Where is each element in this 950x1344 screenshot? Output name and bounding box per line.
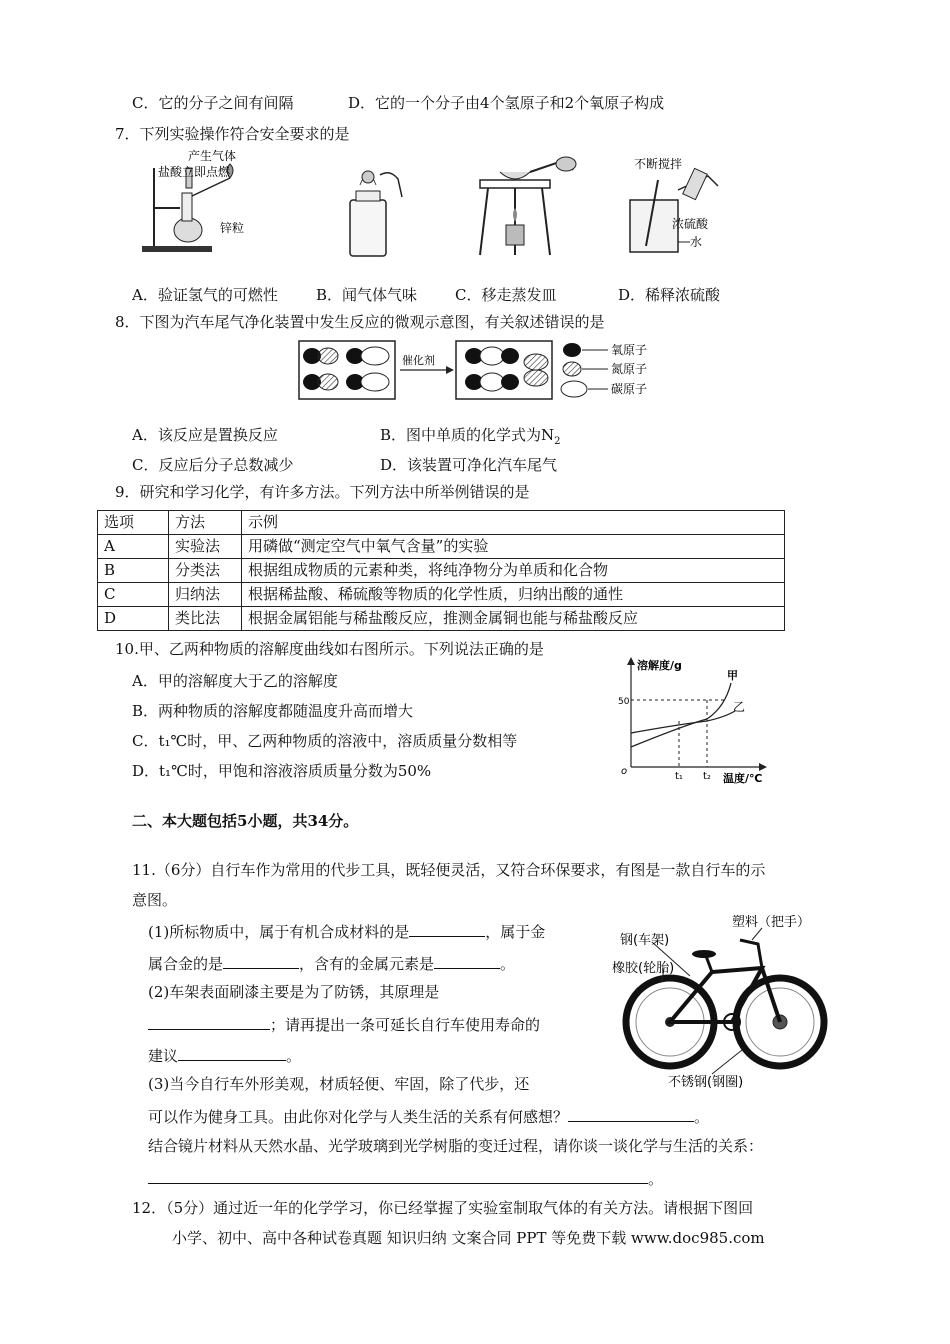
q7-figure-c xyxy=(470,150,580,264)
q12-stem: 12．（5分）通过近一年的化学学习，你已经掌握了实验室制取气体的有关方法。请根据下图回 xyxy=(132,1199,754,1217)
graph-ylabel: 溶解度/g xyxy=(637,659,682,672)
q8-catalyst-label: 催化剂 xyxy=(402,354,435,367)
q6-option-c: C．它的分子之间有间隔 xyxy=(132,94,294,112)
graph-label-jia: 甲 xyxy=(727,669,738,682)
table-cell: 用磷做“测定空气中氧气含量”的实验 xyxy=(242,535,785,559)
q10-option-a: A．甲的溶解度大于乙的溶解度 xyxy=(132,672,338,690)
table-cell: D xyxy=(98,607,169,631)
q8-option-a: A．该反应是置换反应 xyxy=(132,426,278,444)
q7-label-acid: 盐酸立即点燃 xyxy=(158,165,231,179)
table-header: 示例 xyxy=(242,511,785,535)
bike-label-rubber: 橡胶(轮胎) xyxy=(612,961,675,976)
q11-part3-line1: (3)当今自行车外形美观，材质轻便、牢固，除了代步，还 xyxy=(148,1075,530,1093)
table-header: 选项 xyxy=(98,511,169,535)
table-cell: 根据组成物质的元素种类，将纯净物分为单质和化合物 xyxy=(242,559,785,583)
q10-option-d: D．t₁℃时，甲饱和溶液溶质质量分数为50% xyxy=(132,762,432,780)
q7-label-stir: 不断搅拌 xyxy=(634,157,683,171)
table-cell: 实验法 xyxy=(169,535,242,559)
q11-part2-line2: ；请再提出一条可延长自行车使用寿命的 xyxy=(148,1013,540,1035)
graph-tick-t2: t₂ xyxy=(703,771,711,782)
q8-stem: 8．下图为汽车尾气净化装置中发生反应的微观示意图，有关叙述错误的是 xyxy=(115,313,605,331)
q8-reaction-diagram xyxy=(298,338,668,408)
q8-option-b: B．图中单质的化学式为$N_2$ xyxy=(380,426,561,447)
q7-label-conc-acid: 浓硫酸 xyxy=(672,217,709,231)
bike-label-plastic: 塑料（把手） xyxy=(732,915,811,930)
q7-figure-b xyxy=(340,155,410,264)
q7-stem: 7．下列实验操作符合安全要求的是 xyxy=(115,125,350,143)
q10-option-c: C．t₁℃时，甲、乙两种物质的溶液中，溶质质量分数相等 xyxy=(132,732,518,750)
bike-label-steel: 钢(车架) xyxy=(620,933,670,948)
q11-intro-line1: 11.（6分）自行车作为常用的代步工具，既轻便灵活，又符合环保要求，有图是一款自行车的示 xyxy=(132,861,766,879)
q7-option-d: D．稀释浓硫酸 xyxy=(618,286,721,304)
graph-tick-t1: t₁ xyxy=(675,771,683,782)
table-cell: 归纳法 xyxy=(169,583,242,607)
table-row xyxy=(98,535,785,559)
table-row xyxy=(98,511,785,535)
q8-option-c: C．反应后分子总数减少 xyxy=(132,456,294,474)
q10-stem: 10.甲、乙两种物质的溶解度曲线如右图所示。下列说法正确的是 xyxy=(115,640,544,658)
q7-label-zinc: 锌粒 xyxy=(220,221,245,235)
q11-intro-line2: 意图。 xyxy=(132,891,178,909)
graph-label-yi: 乙 xyxy=(733,700,746,714)
q7-label-water: 水 xyxy=(690,235,703,249)
q11-part4-line1: 结合镜片材料从天然水晶、光学玻璃到光学树脂的变迁过程，请你谈一谈化学与生活的关系： xyxy=(148,1137,764,1155)
graph-origin: o xyxy=(621,766,628,777)
q7-figure-d xyxy=(618,150,728,264)
bike-label-stainless: 不锈钢(钢圈) xyxy=(668,1075,744,1090)
answer-blank[interactable] xyxy=(434,952,500,969)
table-header: 方法 xyxy=(169,511,242,535)
q7-label-gas: 产生气体 xyxy=(188,149,237,163)
page-footer: 小学、初中、高中各种试卷真题 知识归纳 文案合同 PPT 等免费下载 www.doc985.com xyxy=(172,1229,765,1247)
q10-option-b: B．两种物质的溶解度都随温度升高而增大 xyxy=(132,702,414,720)
q7-option-b: B．闻气体气味 xyxy=(316,286,418,304)
q11-part2-line1: (2)车架表面刷漆主要是为了防锈，其原理是 xyxy=(148,983,440,1001)
table-row xyxy=(98,559,785,583)
graph-tick-50: 50 xyxy=(618,697,630,707)
q7-figure-a xyxy=(140,148,260,262)
q8-option-d: D．该装置可净化汽车尾气 xyxy=(380,456,558,474)
table-cell: 根据金属铝能与稀盐酸反应，推测金属铜也能与稀盐酸反应 xyxy=(242,607,785,631)
graph-xlabel: 温度/℃ xyxy=(723,772,763,785)
q11-part1-line2: 属合金的是 ，含有的金属元素是 。 xyxy=(148,952,515,974)
table-cell: B xyxy=(98,559,169,583)
answer-blank[interactable] xyxy=(223,952,299,969)
q9-stem: 9．研究和学习化学，有许多方法。下列方法中所举例错误的是 xyxy=(115,483,530,501)
table-cell: 分类法 xyxy=(169,559,242,583)
q9-table xyxy=(97,510,785,631)
answer-blank[interactable] xyxy=(409,920,485,937)
q7-option-c: C．移走蒸发皿 xyxy=(455,286,557,304)
q11-bicycle-figure xyxy=(612,910,837,1094)
q11-part4-line2: 。 xyxy=(148,1167,663,1189)
answer-blank[interactable] xyxy=(148,1167,648,1184)
table-cell: 类比法 xyxy=(169,607,242,631)
q7-option-a: A．验证氢气的可燃性 xyxy=(132,286,278,304)
q8-legend-carbon: 碳原子 xyxy=(611,382,648,396)
table-row xyxy=(98,607,785,631)
q8-legend-nitrogen: 氮原子 xyxy=(611,362,648,376)
q11-part2-line3: 建议 。 xyxy=(148,1044,301,1066)
q11-part3-line2: 可以作为健身工具。由此你对化学与人类生活的关系有何感想？ 。 xyxy=(148,1105,709,1127)
table-cell: C xyxy=(98,583,169,607)
q10-solubility-graph xyxy=(615,655,775,789)
table-cell: A xyxy=(98,535,169,559)
answer-blank[interactable] xyxy=(178,1044,286,1061)
answer-blank[interactable] xyxy=(568,1105,694,1122)
table-row xyxy=(98,583,785,607)
q6-option-d: D．它的一个分子由4个氢原子和2个氧原子构成 xyxy=(348,94,665,112)
section-2-heading: 二、本大题包括5小题，共34分。 xyxy=(132,812,359,830)
table-cell: 根据稀盐酸、稀硫酸等物质的化学性质，归纳出酸的通性 xyxy=(242,583,785,607)
q8-legend-oxygen: 氧原子 xyxy=(611,343,648,357)
answer-blank[interactable] xyxy=(148,1013,270,1030)
q11-part1-line1: (1)所标物质中，属于有机合成材料的是 ，属于金 xyxy=(148,920,545,942)
